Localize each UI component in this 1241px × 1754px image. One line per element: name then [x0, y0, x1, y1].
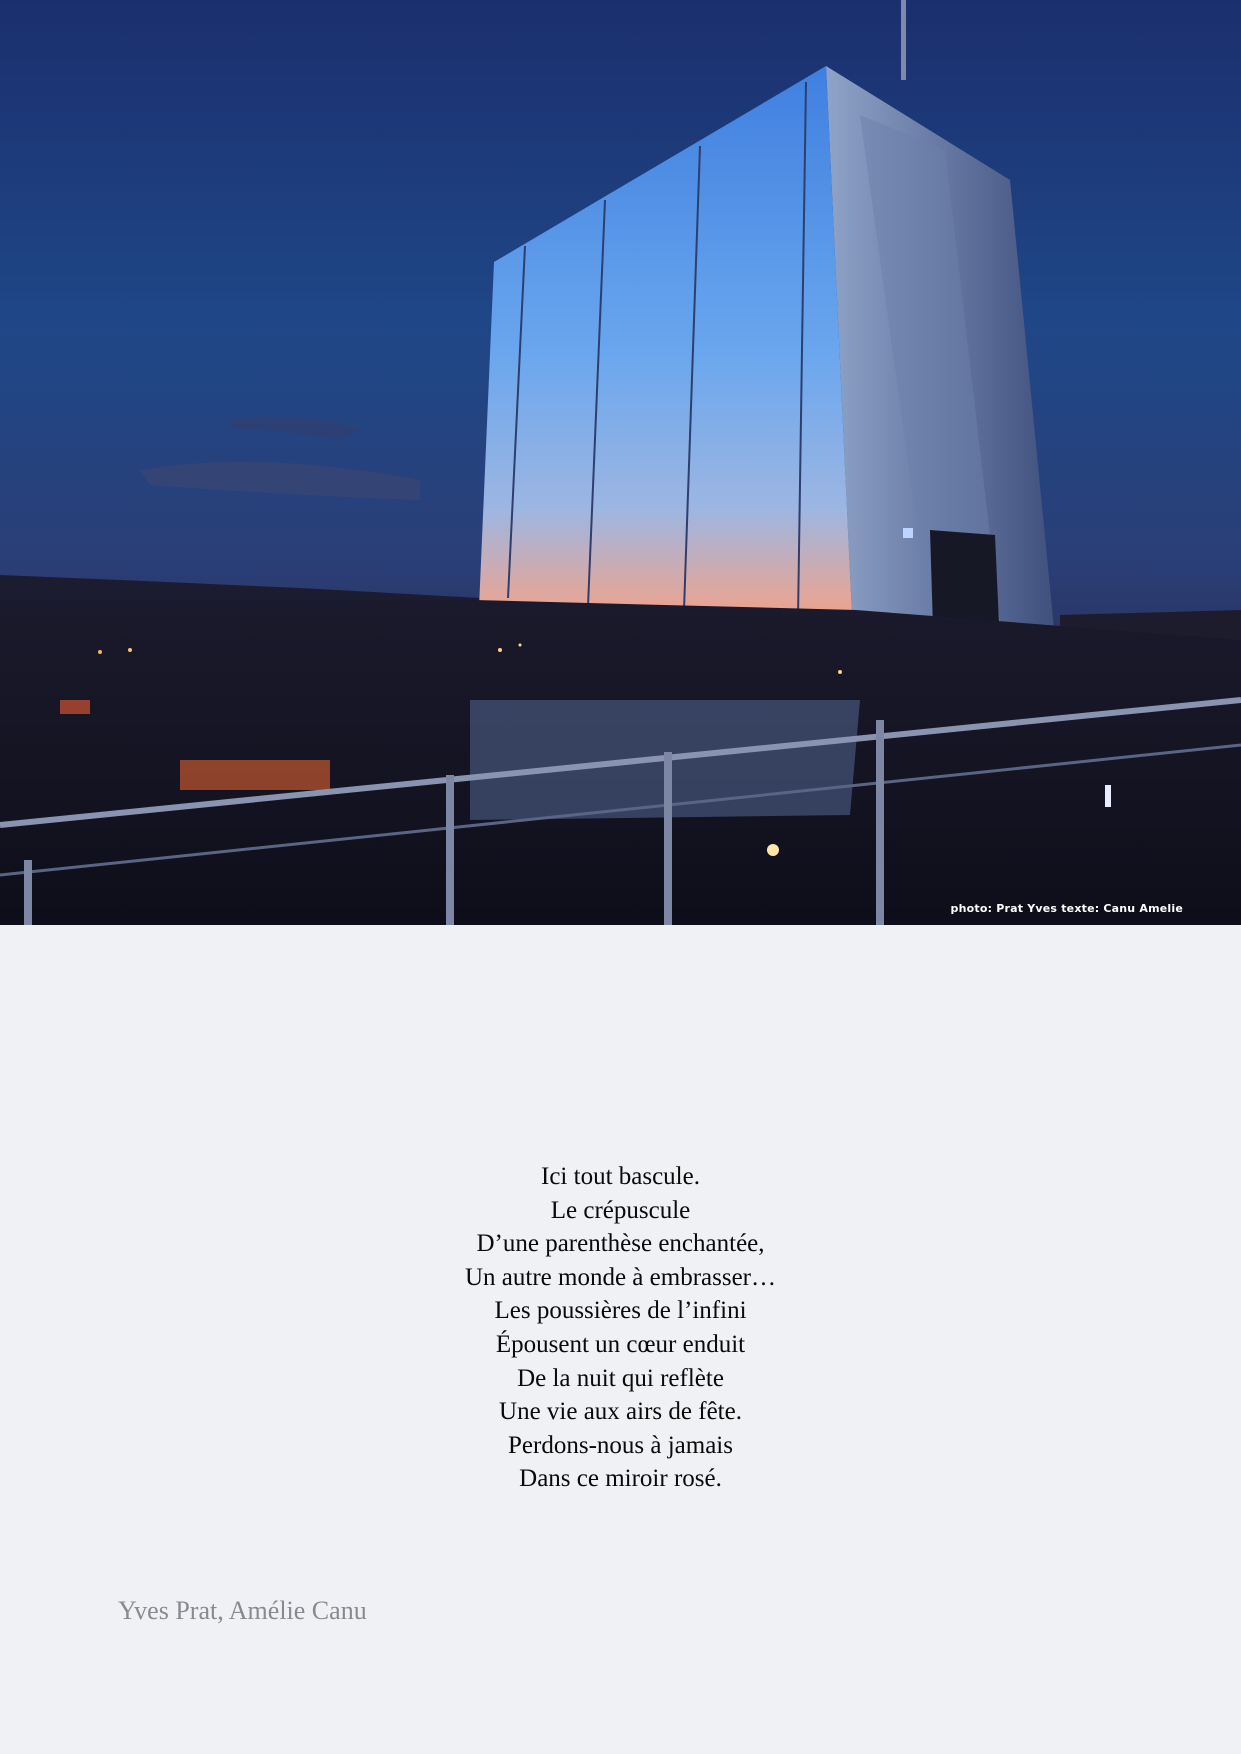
authors: Yves Prat, Amélie Canu	[118, 1596, 367, 1625]
poem-line: Ici tout bascule.	[541, 1163, 700, 1190]
poem-line: De la nuit qui reflète	[517, 1364, 724, 1392]
poem-line: Perdons-nous à jamais	[508, 1431, 733, 1459]
poem-line: Dans ce miroir rosé.	[519, 1465, 722, 1493]
poem-line: Un autre monde à embrasser…	[465, 1263, 776, 1291]
poem-line: D’une parenthèse enchantée,	[476, 1230, 765, 1258]
poem-line: Épousent un cœur enduit	[495, 1330, 746, 1358]
photo-credit: photo: Prat Yves texte: Canu Amelie	[950, 902, 1183, 915]
poem-line: Les poussières de l’infini	[494, 1297, 747, 1325]
poem-line: Le crépuscule	[550, 1196, 691, 1224]
poem-line: Une vie aux airs de fête.	[499, 1398, 742, 1426]
poem	[0, 1160, 1241, 1496]
